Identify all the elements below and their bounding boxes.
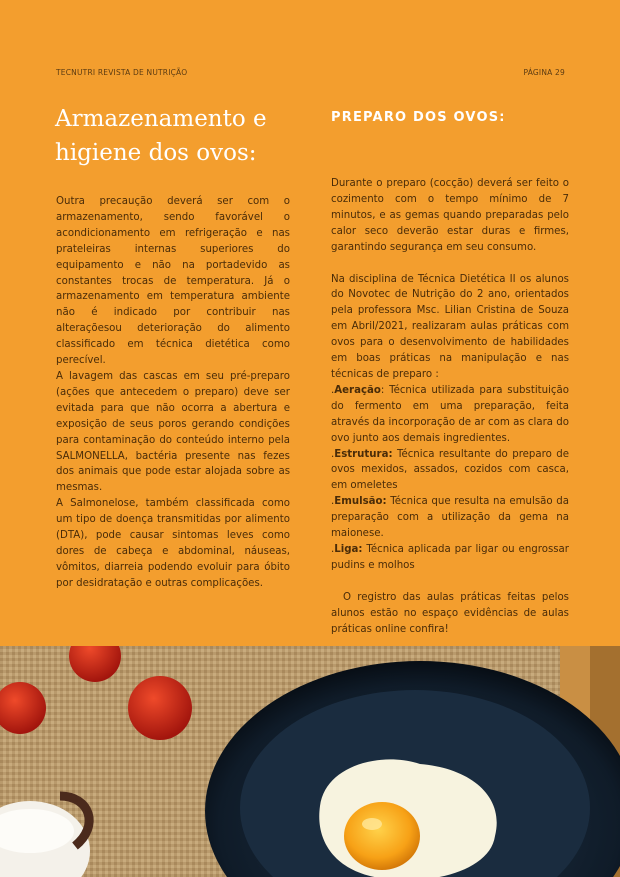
technique-estrutura: .Estrutura: Técnica resultante do preparo de ovos mexidos, assados, cozidos com casca, em omeletes <box>331 448 569 492</box>
salmonellosis-paragraph: A Salmonelose, também classificada como um tipo de doença transmitidas por alimento (DTA), pode causar sintomas leves como dores de cabeça e abdominal, náuseas, vômitos, diarreia podendo evoluir para óbito por desidratação e outras complicações. <box>56 498 290 589</box>
magazine-name: TECNUTRI REVISTA DE NUTRIÇÃO <box>56 68 188 77</box>
right-section-title: PREPARO DOS OVOS: <box>331 110 506 125</box>
fried-egg-photo <box>0 646 620 877</box>
technique-term: Liga: <box>334 543 363 555</box>
right-column <box>331 176 569 637</box>
technique-emulsao: .Emulsão: Técnica que resulta na emulsão da preparação com a utilização da gema na maionese. <box>331 496 569 540</box>
technique-term: Emulsão: <box>334 496 387 508</box>
left-column <box>56 194 290 592</box>
technique-term: Aeração <box>334 384 381 396</box>
page-header <box>56 68 565 77</box>
technique-liga: .Liga: Técnica aplicada par ligar ou engrossar pudins e molhos <box>331 543 569 571</box>
technique-aeracao: .Aeração: Técnica utilizada para substituição do fermento em uma preparação, feita através da incorporação de ar com as clara do ovo junto aos demais ingredientes. <box>331 384 570 444</box>
page-number: PÁGINA 29 <box>523 68 565 77</box>
discipline-paragraph: Na disciplina de Técnica Dietética II os alunos do Novotec de Nutrição do 2 ano, orientados pela professora Msc. Lilian Cristina de Souza em Abril/2021, realizaram aulas práticas com ovos para o desenvolvimento de habilidades em boas práticas na manipulação e nas técnicas de preparo : <box>331 273 569 380</box>
intro-paragraph: Durante o preparo (cocção) deverá ser feito o cozimento com o tempo mínimo de 7 minutos, e as gemas quando preparadas pelo calor seco deverão estar duras e firmes, garantindo segurança em seu consumo. <box>331 178 569 253</box>
closing-paragraph: O registro das aulas práticas feitas pelos alunos estão no espaço evidências de aulas práticas online confira! <box>331 591 569 635</box>
left-section-title: Armazenamento e higiene dos ovos: <box>55 106 267 166</box>
washing-paragraph: A lavagem das cascas em seu pré-preparo (ações que antecedem o preparo) deve ser evitada para que não ocorra a abertura e exposição de seus poros gerando condições para contaminação do conteúdo interno pela SALMONELLA, bactéria presente nas fezes dos animais que pode estar alojada sobre as mesmas. <box>56 370 290 494</box>
storage-paragraph: Outra precaução deverá ser com o armazenamento, sendo favorável o acondicionamento em refrigeração e nas prateleiras internas superiores do equipamento e não na portadevido as constantes trocas de temperatura. Já o armazenamento em temperatura ambiente não é indicado por contribuir nas alteraçõesou deterioração do alimento classificado em técnica dietética como perecível. <box>56 196 290 367</box>
fried-egg-illustration <box>0 646 620 877</box>
technique-term: Estrutura: <box>334 448 393 460</box>
